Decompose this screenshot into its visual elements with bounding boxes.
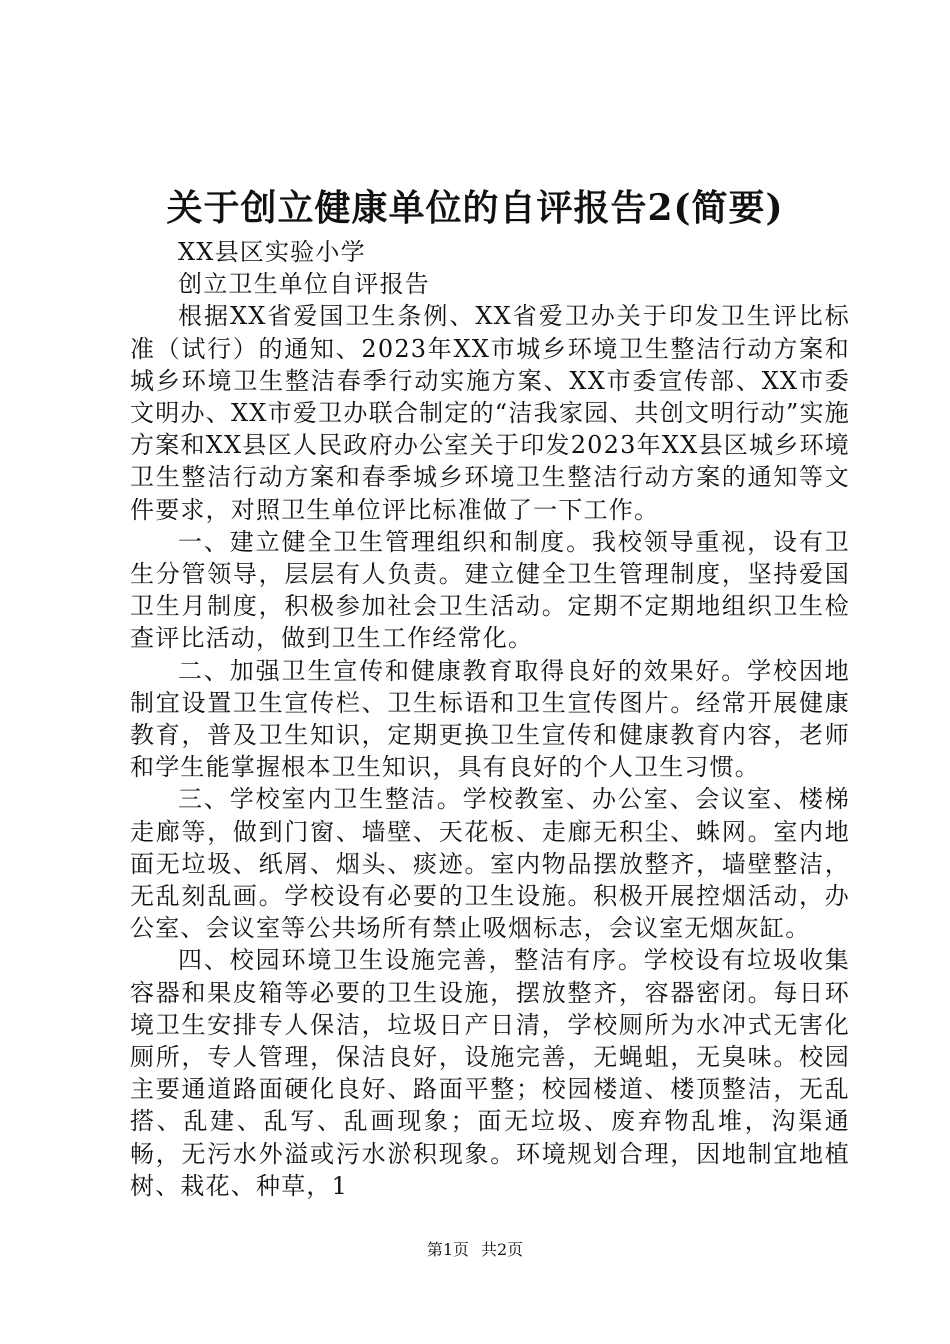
page-number: 第1页: [426, 1240, 469, 1259]
paragraph-section-1: 一、建立健全卫生管理组织和制度。我校领导重视，设有卫生分管领导，层层有人负责。建立健全卫生管理制度，坚持爱国卫生月制度，积极参加社会卫生活动。定期不定期地组织卫生检查评比活动，做到卫生工作经常化。: [130, 527, 850, 653]
document-title: 关于创立健康单位的自评报告2(简要): [166, 187, 784, 229]
page-footer: [0, 1238, 950, 1262]
document-body: [130, 236, 850, 1202]
school-name: XX县区实验小学: [178, 238, 366, 266]
page-total: 共2页: [481, 1240, 524, 1259]
paragraph-intro: 根据XX省爱国卫生条例、XX省爱卫办关于印发卫生评比标准（试行）的通知、2023年XX市城乡环境卫生整洁行动方案和城乡环境卫生整洁春季行动实施方案、XX市委宣传部、XX市委文明办、XX市爱卫办联合制定的“洁我家园、共创文明行动”实施方案和XX县区人民政府办公室关于印发2023年XX县区城乡环境卫生整洁行动方案和春季城乡环境卫生整洁行动方案的通知等文件要求，对照卫生单位评比标准做了一下工作。: [130, 302, 850, 524]
paragraph-section-4: 四、校园环境卫生设施完善，整洁有序。学校设有垃圾收集容器和果皮箱等必要的卫生设施，摆放整齐，容器密闭。每日环境卫生安排专人保洁，垃圾日产日清，学校厕所为水冲式无害化厕所，专人管理，保洁良好，设施完善，无蝇蛆，无臭味。校园主要通道路面硬化良好、路面平整；校园楼道、楼顶整洁，无乱搭、乱建、乱写、乱画现象；面无垃圾、废弃物乱堆，沟渠通畅，无污水外溢或污水淤积现象。环境规划合理，因地制宜地植树、栽花、种草，1: [130, 946, 850, 1200]
paragraph-section-3: 三、学校室内卫生整洁。学校教室、办公室、会议室、楼梯走廊等，做到门窗、墙壁、天花板、走廊无积尘、蛛网。室内地面无垃圾、纸屑、烟头、痰迹。室内物品摆放整齐，墙壁整洁，无乱刻乱画。学校设有必要的卫生设施。积极开展控烟活动，办公室、会议室等公共场所有禁止吸烟标志，会议室无烟灰缸。: [130, 785, 850, 943]
paragraph-section-2: 二、加强卫生宣传和健康教育取得良好的效果好。学校因地制宜设置卫生宣传栏、卫生标语和卫生宣传图片。经常开展健康教育，普及卫生知识，定期更换卫生宣传和健康教育内容，老师和学生能掌握根本卫生知识，具有良好的个人卫生习惯。: [130, 656, 850, 782]
report-subtitle: 创立卫生单位自评报告: [178, 270, 430, 299]
